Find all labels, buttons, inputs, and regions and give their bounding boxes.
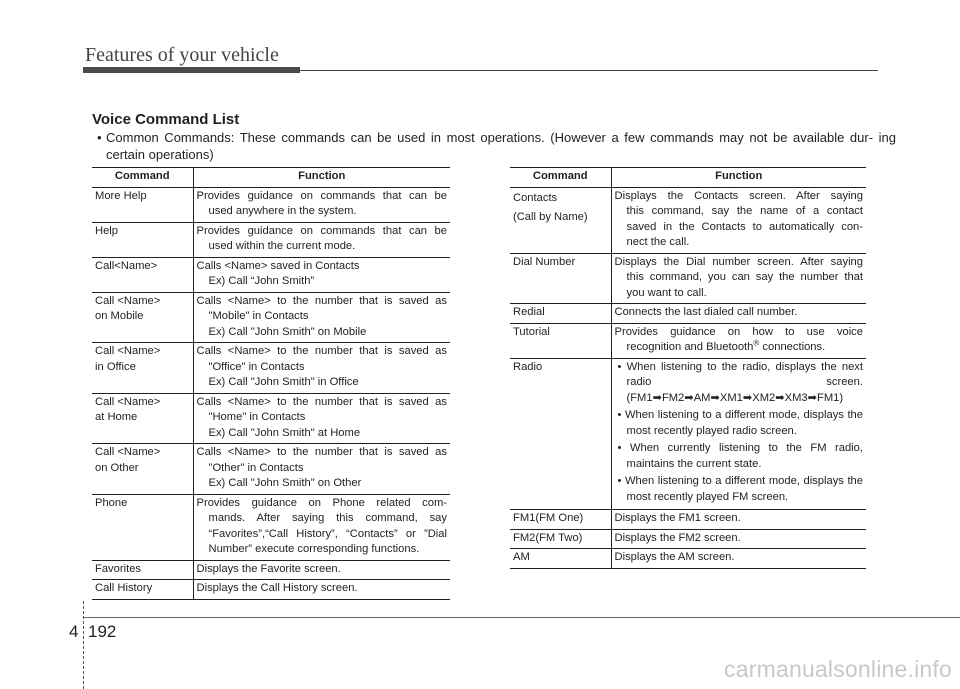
function-line: Displays the Favorite screen. xyxy=(196,562,341,575)
function-cell xyxy=(193,257,450,292)
command-cell: Phone xyxy=(92,494,193,560)
bullet-text: When listening to a different mode, displays the most recently played FM screen. xyxy=(624,475,863,503)
function-line: mands. After saying this command, say xyxy=(208,512,447,524)
table-row xyxy=(510,187,866,253)
command-cell: Call <Name> in Office xyxy=(92,343,193,394)
function-line: Ex) Call “John Smith” xyxy=(208,275,315,287)
function-line: used within the current mode. xyxy=(208,240,356,252)
function-cell xyxy=(611,358,866,510)
function-cell xyxy=(193,292,450,343)
table-header-row xyxy=(510,168,866,188)
bullet-text: When currently listening to the FM radio, maintains the current state. xyxy=(626,442,863,470)
function-line: "Other" in Contacts xyxy=(208,461,304,474)
header-bar xyxy=(83,67,300,73)
table-row xyxy=(510,323,866,358)
function-line: Provides guidance on Phone related com- xyxy=(196,496,447,509)
function-line: Displays the FM2 screen. xyxy=(614,531,741,544)
command-cell: Redial xyxy=(510,304,611,324)
right-command-table xyxy=(510,167,866,569)
command-cell: Dial Number xyxy=(510,253,611,304)
intro-paragraph xyxy=(92,129,896,163)
registered-mark: ® xyxy=(753,338,760,348)
section-title: Voice Command List xyxy=(92,111,240,128)
command-cell: Call History xyxy=(92,580,193,600)
function-line: Number” execute corresponding functions. xyxy=(208,543,420,555)
function-cell xyxy=(611,323,866,358)
function-line: Ex) Call "John Smith" in Office xyxy=(208,376,359,388)
function-cell xyxy=(611,304,866,324)
function-cell xyxy=(193,393,450,444)
function-line: Calls <Name> saved in Contacts xyxy=(196,259,360,272)
command-cell: Call<Name> xyxy=(92,257,193,292)
function-line: nect the call. xyxy=(626,236,690,248)
command-cell: FM1(FM One) xyxy=(510,510,611,530)
function-line: Ex) Call "John Smith" on Other xyxy=(208,477,362,489)
function-line: Provides guidance on commands that can be xyxy=(196,189,447,202)
function-line: Calls <Name> to the number that is saved as xyxy=(196,395,447,408)
command-cell: Contacts (Call by Name) xyxy=(510,187,611,253)
column-header-command: Command xyxy=(92,168,193,188)
connections-text: connections. xyxy=(762,341,826,353)
command-cell: Call <Name> at Home xyxy=(92,393,193,444)
function-line: Ex) Call "John Smith" on Mobile xyxy=(208,325,367,338)
table-row xyxy=(510,358,866,510)
function-cell xyxy=(611,187,866,253)
function-line: Displays the Dial number screen. After saying xyxy=(614,255,863,268)
command-cell: Tutorial xyxy=(510,323,611,358)
command-cell: Call <Name> on Mobile xyxy=(92,292,193,343)
function-line: Calls <Name> to the number that is saved as xyxy=(196,294,447,307)
function-line: this command, you can say the number that xyxy=(626,271,863,283)
function-line: “Favorites”,“Call History”, “Contacts” or ”Dial xyxy=(208,527,447,540)
table-row xyxy=(92,444,450,495)
function-cell xyxy=(611,549,866,569)
list-item: • When listening to the radio, displays the next radio screen. (FM1➡FM2➡AM➡XM1➡XM2➡XM3➡FM1) xyxy=(617,360,864,404)
function-line: Displays the AM screen. xyxy=(614,551,735,563)
command-cell: Favorites xyxy=(92,560,193,580)
table-row xyxy=(92,257,450,292)
command-cell: FM2(FM Two) xyxy=(510,529,611,549)
function-line: "Mobile" in Contacts xyxy=(208,310,309,322)
function-line: Provides guidance on commands that can be xyxy=(196,224,447,237)
column-header-command: Command xyxy=(510,168,611,188)
function-cell xyxy=(193,343,450,394)
list-item: • When listening to a different mode, displays the most recently played radio screen. xyxy=(617,409,863,437)
table-row xyxy=(510,253,866,304)
footer-rule xyxy=(83,617,960,618)
function-cell xyxy=(193,222,450,257)
function-line: saved in the Contacts to automatically con- xyxy=(626,220,863,233)
table-row xyxy=(510,529,866,549)
function-line xyxy=(615,340,864,356)
footer-divider xyxy=(83,601,85,689)
command-cell: Call <Name> on Other xyxy=(92,444,193,495)
column-header-function: Function xyxy=(611,168,866,188)
bullet-text: When listening to a different mode, displays the most recently played radio screen. xyxy=(624,409,863,437)
function-cell xyxy=(193,494,450,560)
function-line: used anywhere in the system. xyxy=(208,205,357,217)
function-line: Calls <Name> to the number that is saved as xyxy=(196,446,447,458)
function-line: you want to call. xyxy=(626,286,707,299)
function-line: Displays the FM1 screen. xyxy=(614,512,741,524)
table-row xyxy=(92,560,450,580)
command-cell: Help xyxy=(92,222,193,257)
column-header-function: Function xyxy=(193,168,450,188)
function-cell xyxy=(193,580,450,600)
function-line: Displays the Call History screen. xyxy=(196,582,358,594)
command-cell: More Help xyxy=(92,187,193,222)
list-item: • When currently listening to the FM radio, maintains the current state. xyxy=(617,442,863,470)
table-row xyxy=(92,393,450,444)
table-row xyxy=(510,510,866,530)
function-cell xyxy=(611,510,866,530)
function-line: Calls <Name> to the number that is saved as xyxy=(196,345,447,357)
list-item: • When listening to a different mode, displays the most recently played FM screen. xyxy=(617,475,863,503)
table-row xyxy=(510,304,866,324)
table-header-row xyxy=(92,168,450,188)
header-rule xyxy=(300,70,878,71)
table-row xyxy=(92,187,450,222)
command-cell: Radio xyxy=(510,358,611,510)
function-cell xyxy=(611,253,866,304)
function-cell xyxy=(193,560,450,580)
function-cell xyxy=(611,529,866,549)
intro-line-2: ing certain operations) xyxy=(106,130,896,162)
page-header-title: Features of your vehicle xyxy=(85,44,279,66)
left-command-table xyxy=(92,167,450,600)
function-line: Provides guidance on how to use voice xyxy=(614,325,863,338)
function-cell xyxy=(193,444,450,495)
bullet-icon: • xyxy=(97,130,102,145)
table-row xyxy=(510,549,866,569)
watermark: carmanualsonline.info xyxy=(724,656,952,682)
bluetooth-text: recognition and Bluetooth xyxy=(626,341,754,353)
command-cell: AM xyxy=(510,549,611,569)
function-line: this command, say the name of a contact xyxy=(626,205,863,217)
bullet-text: When listening to the radio, displays the next radio screen. (FM1➡FM2➡AM➡XM1➡XM2➡XM3➡FM1) xyxy=(626,360,864,404)
chapter-number: 4 xyxy=(69,622,79,641)
function-cell xyxy=(193,187,450,222)
table-row xyxy=(92,222,450,257)
function-line: Displays the Contacts screen. After saying xyxy=(614,189,863,202)
table-row xyxy=(92,494,450,560)
function-line: Ex) Call "John Smith" at Home xyxy=(208,426,361,439)
function-line: Connects the last dialed call number. xyxy=(614,306,798,318)
intro-line-1: Common Commands: These commands can be used in most operations. (However a few commands may not be available dur- xyxy=(106,130,874,145)
function-line: "Home" in Contacts xyxy=(208,411,306,423)
page-number: 192 xyxy=(88,622,117,641)
function-line: "Office" in Contacts xyxy=(208,360,305,373)
table-row xyxy=(92,292,450,343)
table-row xyxy=(92,580,450,600)
table-row xyxy=(92,343,450,394)
